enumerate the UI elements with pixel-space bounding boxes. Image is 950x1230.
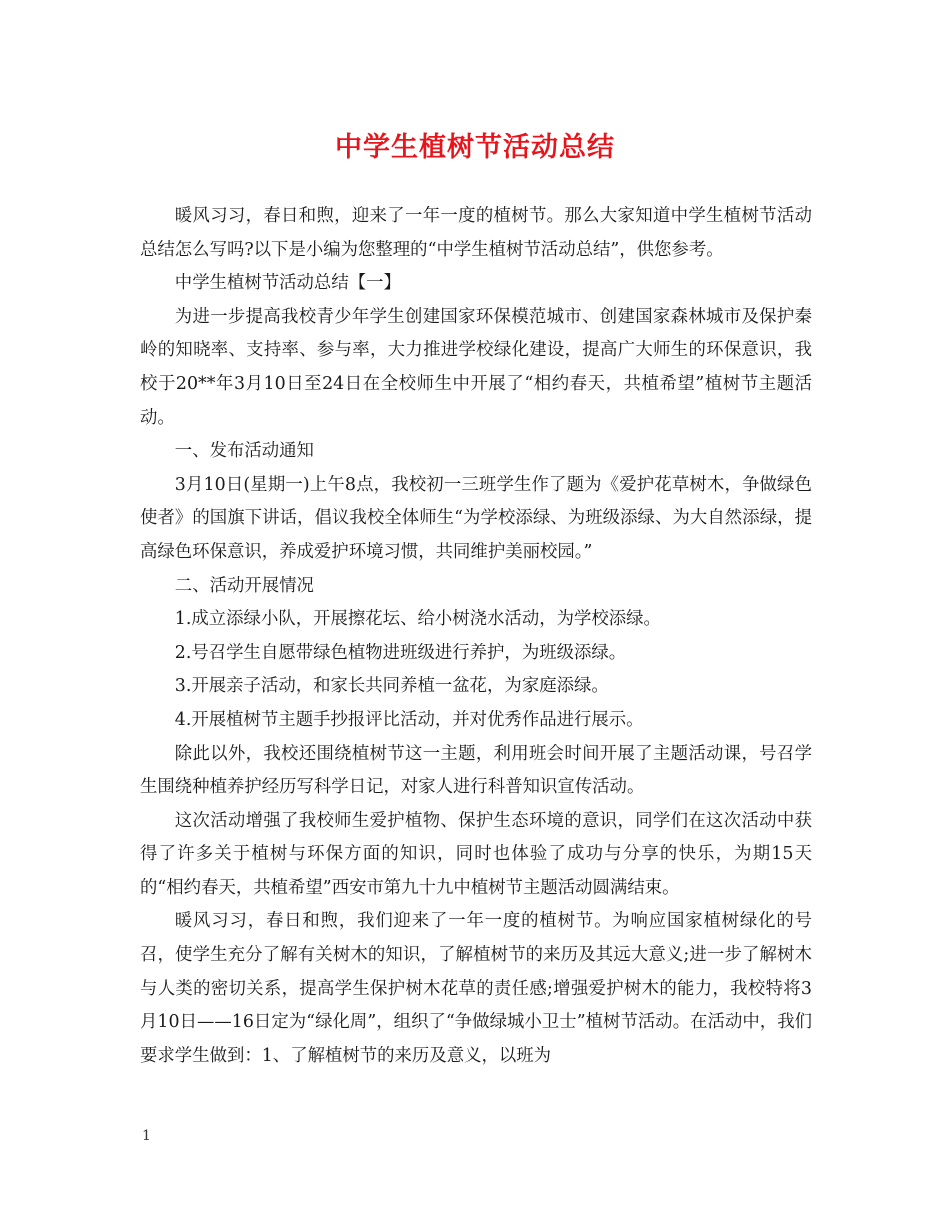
list-item: 3.开展亲子活动，和家长共同养植一盆花，为家庭添绿。 (174, 676, 609, 697)
paragraph-purpose: 为进一步提高我校青少年学生创建国家环保模范城市、创建国家森林城市及保护秦岭的知晓率、支持率、参与率，大力推进学校绿化建设，提高广大师生的环保意识，我校于20**年3月10日至24日在全校师生中开展了“相约春天，共植希望”植树节主题活动。 (140, 306, 812, 428)
section-heading-1: 中学生植树节活动总结【一】 (174, 273, 401, 294)
paragraph-additional: 除此以外，我校还围绕植树节这一主题，利用班会时间开展了主题活动课，号召学生围绕种植养护经历写科学日记，对家人进行科普知识宣传活动。 (140, 743, 812, 798)
section-heading-activities: 二、活动开展情况 (174, 575, 314, 596)
document-title: 中学生植树节活动总结 (335, 132, 615, 163)
list-item: 1.成立添绿小队，开展擦花坛、给小树浇水活动，为学校添绿。 (174, 609, 661, 630)
paragraph-conclusion: 这次活动增强了我校师生爱护植物、保护生态环境的意识，同学们在这次活动中获得了许多关于植树与环保方面的知识，同时也体验了成功与分享的快乐，为期15天的“相约春天，共植希望”西安市第九十九中植树节主题活动圆满结束。 (140, 810, 812, 898)
paragraph-second-summary: 暖风习习，春日和煦，我们迎来了一年一度的植树节。为响应国家植树绿化的号召，使学生充分了解有关树木的知识，了解植树节的来历及其远大意义;进一步了解树木与人类的密切关系，提高学生保护树木花草的责任感;增强爱护树木的能力，我校特将3月10日——16日定为“绿化周”，组织了“争做绿城小卫士”植树节活动。在活动中，我们要求学生做到：1、了解植树节的来历及意义，以班为 (140, 911, 812, 1066)
paragraph-notice: 3月10日(星期一)上午8点，我校初一三班学生作了题为《爱护花草树木，争做绿色使者》的国旗下讲话，倡议我校全体师生“为学校添绿、为班级添绿、为大自然添绿，提高绿色环保意识，养成爱护环境习惯，共同维护美丽校园。” (140, 474, 812, 562)
list-item: 2.号召学生自愿带绿色植物进班级进行养护，为班级添绿。 (174, 642, 627, 663)
document-body (140, 200, 812, 1073)
section-heading-notice: 一、发布活动通知 (174, 441, 314, 462)
list-item: 4.开展植树节主题手抄报评比活动，并对优秀作品进行展示。 (174, 709, 644, 730)
page-number: 1 (142, 1128, 151, 1144)
paragraph-intro: 暖风习习，春日和煦，迎来了一年一度的植树节。那么大家知道中学生植树节活动总结怎么写吗?以下是小编为您整理的“中学生植树节活动总结”，供您参考。 (140, 206, 812, 260)
